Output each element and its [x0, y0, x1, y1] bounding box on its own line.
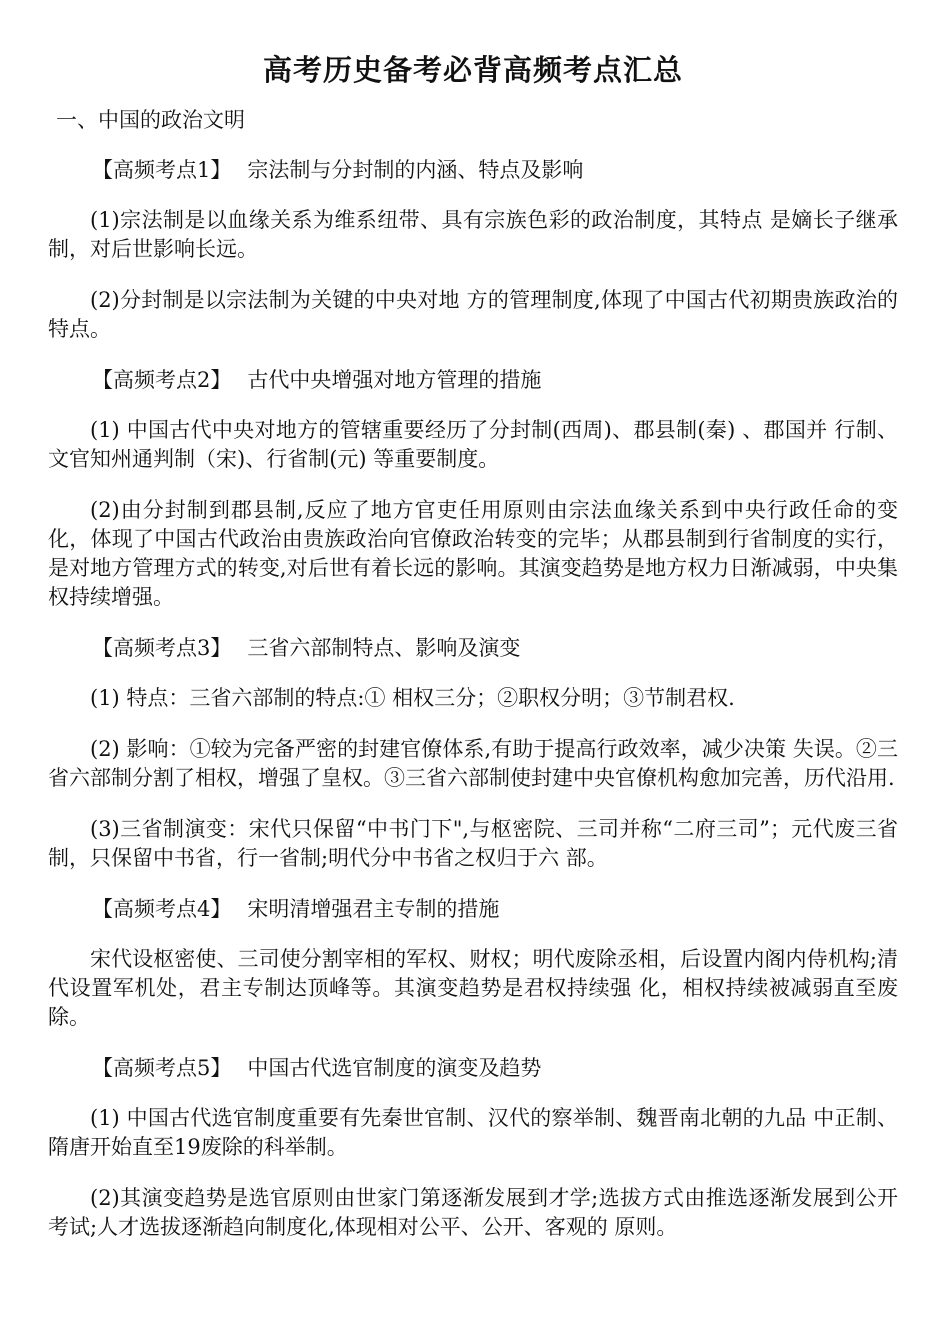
key-point-label: 【高频考点2】 — [92, 368, 232, 392]
key-point-label: 【高频考点4】 — [92, 897, 232, 921]
key-point-topic: 宋明清增强君主专制的措施 — [247, 897, 500, 921]
key-point-label: 【高频考点1】 — [92, 158, 232, 182]
paragraph: (2) 影响：①较为完备严密的封建官僚体系,有助于提高行政效率，减少决策 失误。②三省六部制分割了相权，增强了皇权。③三省六部制使封建中央官僚机构愈加完善，历代沿用. — [48, 737, 898, 790]
key-point-heading-4 — [48, 895, 898, 923]
key-point-label: 【高频考点5】 — [92, 1056, 232, 1080]
paragraph: (1) 特点：三省六部制的特点:① 相权三分；②职权分明；③节制君权. — [90, 686, 735, 710]
key-point-heading-5 — [48, 1054, 898, 1082]
paragraph: 宋代设枢密使、三司使分割宰相的军权、财权；明代废除丞相，后设置内阁内侍机构;清代设置军机处，君主专制达顶峰等。其演变趋势是君权持续强 化，相权持续被减弱直至废除。 — [48, 947, 898, 1029]
key-point-topic: 三省六部制特点、影响及演变 — [247, 636, 521, 660]
paragraph: (3)三省制演变：宋代只保留“中书门下",与枢密院、三司并称“二府三司”；元代废三省制，只保留中书省，行一省制;明代分中书省之权归于六 部。 — [48, 817, 898, 870]
paragraph: (1)宗法制是以血缘关系为维系纽带、具有宗族色彩的政治制度，其特点 是嫡长子继承制，对后世影响长远。 — [48, 208, 898, 261]
paragraph: (2)由分封制到郡县制,反应了地方官吏任用原则由宗法血缘关系到中央行政任命的变化，体现了中国古代政治由贵族政治向官僚政治转变的完毕；从郡县制到行省制度的实行，是对地方管理方式的转变,对后世有着长远的影响。其演变趋势是地方权力日渐减弱，中央集权持续增强。 — [48, 498, 898, 609]
key-point-heading-3 — [48, 634, 898, 662]
key-point-topic: 宗法制与分封制的内涵、特点及影响 — [247, 158, 584, 182]
key-point-topic: 中国古代选官制度的演变及趋势 — [247, 1056, 542, 1080]
document-title: 高考历史备考必背高频考点汇总 — [262, 53, 683, 87]
section-heading: 一、中国的政治文明 — [56, 108, 245, 132]
paragraph: (1) 中国古代中央对地方的管辖重要经历了分封制(西周)、郡县制(秦) 、郡国并 行制、文官知州通判制（宋)、行省制(元) 等重要制度。 — [48, 418, 898, 471]
key-point-topic: 古代中央增强对地方管理的措施 — [247, 368, 542, 392]
key-point-heading-1 — [48, 156, 898, 184]
paragraph: (1) 中国古代选官制度重要有先秦世官制、汉代的察举制、魏晋南北朝的九品 中正制、隋唐开始直至19废除的科举制。 — [48, 1106, 898, 1159]
key-point-heading-2 — [48, 366, 898, 394]
paragraph: (2)分封制是以宗法制为关键的中央对地 方的管理制度,体现了中国古代初期贵族政治的特点。 — [48, 288, 898, 341]
key-point-label: 【高频考点3】 — [92, 636, 232, 660]
paragraph: (2)其演变趋势是选官原则由世家门第逐渐发展到才学;选拔方式由推选逐渐发展到公开考试;人才选拔逐渐趋向制度化,体现相对公平、公开、客观的 原则。 — [48, 1186, 898, 1239]
